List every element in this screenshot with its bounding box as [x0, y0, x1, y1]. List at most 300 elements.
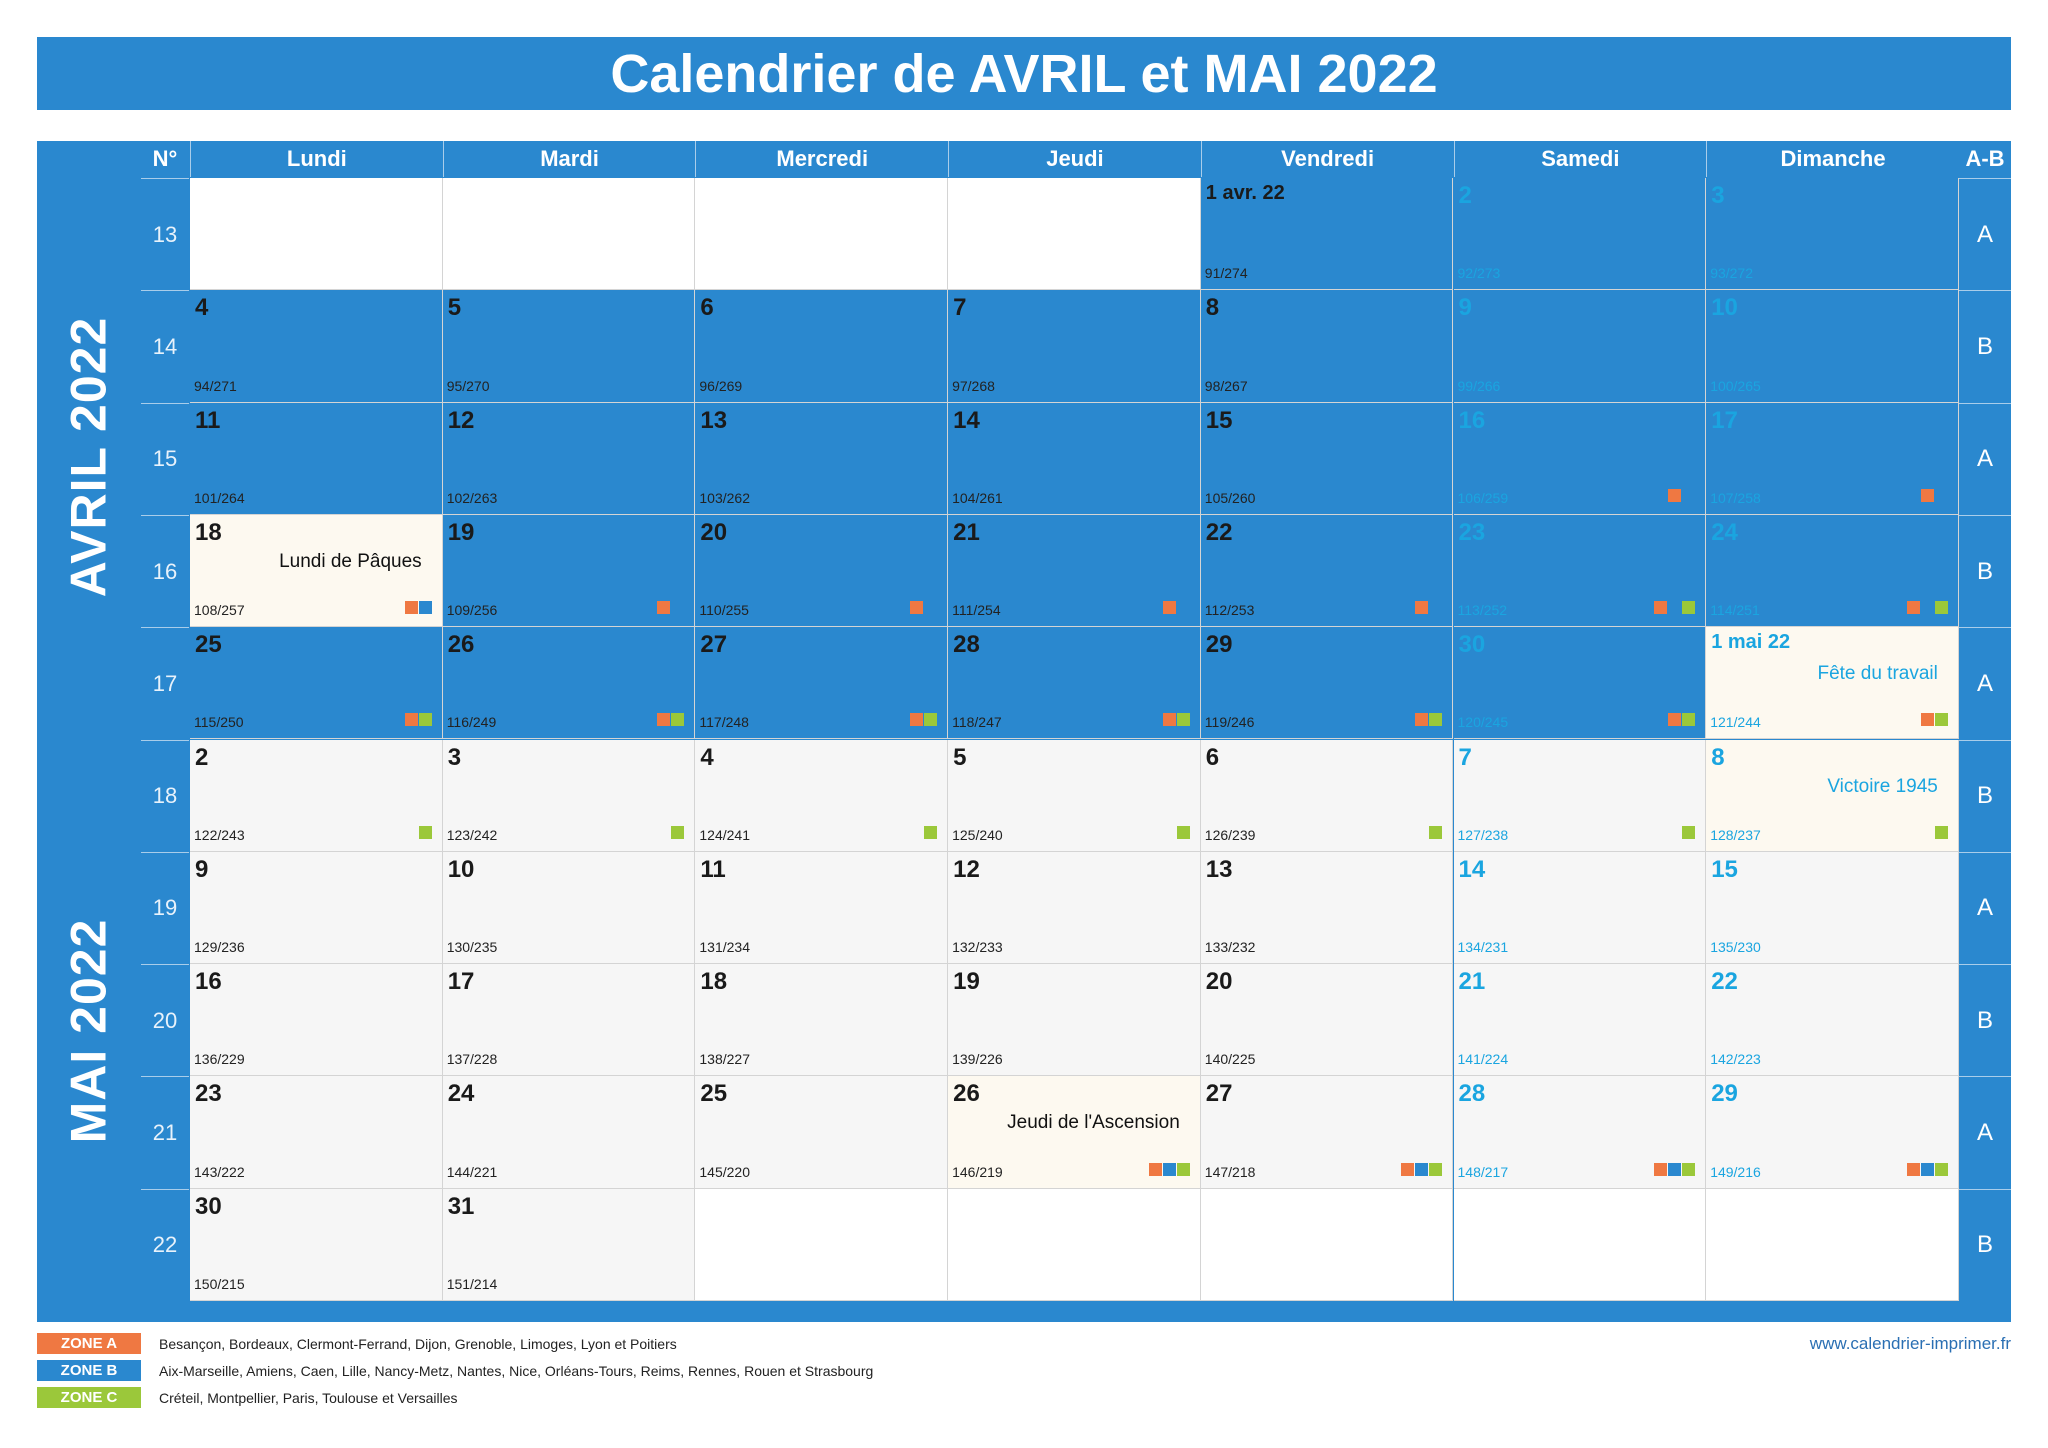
day-cell[interactable]: [1454, 403, 1707, 515]
day-cell[interactable]: [695, 290, 948, 402]
day-cell[interactable]: [443, 627, 696, 739]
day-cell[interactable]: [190, 627, 443, 739]
zone-b-marker: [1177, 489, 1190, 502]
day-of-year: 111/254: [952, 602, 1001, 619]
day-cell[interactable]: [1201, 178, 1454, 290]
day-cell[interactable]: [190, 964, 443, 1076]
day-number: 2: [195, 743, 209, 771]
day-cell[interactable]: [1201, 964, 1454, 1076]
holiday-name: Jeudi de l'Ascension: [1007, 1112, 1180, 1134]
day-of-year: 120/245: [1457, 714, 1509, 731]
ab-week-letter: A: [1959, 627, 2011, 739]
legend-row-zone-c: [37, 1387, 458, 1408]
vacation-zone-markers: [924, 489, 937, 502]
day-cell[interactable]: [1706, 740, 1959, 852]
vacation-zone-markers: [419, 826, 432, 839]
day-cell[interactable]: [948, 515, 1201, 627]
legend-row-zone-b: [37, 1360, 873, 1381]
day-cell[interactable]: [695, 627, 948, 739]
zone-b-marker: [1921, 601, 1934, 614]
zone-b-marker: [1163, 1163, 1176, 1176]
day-number: 10: [447, 855, 475, 883]
day-cell[interactable]: [443, 740, 696, 852]
zone-c-marker: [1177, 826, 1190, 839]
zone-b-marker: [1429, 489, 1442, 502]
day-number: 1 avr. 22: [1205, 182, 1285, 204]
zone-c-marker: [1429, 713, 1442, 726]
day-of-year: 92/273: [1457, 265, 1501, 282]
day-number: 29: [1711, 1080, 1738, 1108]
day-cell[interactable]: [190, 1076, 443, 1188]
zone-b-marker: [419, 489, 432, 502]
zone-a-marker: [1163, 601, 1176, 614]
day-number: 8: [1711, 743, 1725, 771]
day-of-year: 133/232: [1204, 939, 1256, 956]
week-number: 19: [141, 852, 189, 964]
zone-b-marker: [1668, 601, 1681, 614]
day-of-year: 109/256: [446, 602, 498, 619]
day-number: 2: [1458, 182, 1472, 209]
day-cell[interactable]: [190, 515, 443, 627]
day-of-year: 96/269: [699, 377, 743, 394]
zone-a-marker: [405, 601, 418, 614]
day-cell[interactable]: [1201, 627, 1454, 739]
zone-c-marker: [924, 713, 937, 726]
holiday-name: Lundi de Pâques: [279, 550, 422, 572]
day-cell[interactable]: [443, 852, 696, 964]
empty-day-cell: [695, 178, 948, 290]
day-cell[interactable]: [1201, 852, 1454, 964]
day-cell[interactable]: [1706, 964, 1959, 1076]
day-of-year: 124/241: [699, 826, 750, 843]
vacation-zone-markers: [1682, 826, 1695, 839]
zone-c-marker: [1429, 826, 1442, 839]
vacation-zone-markers: [419, 489, 432, 502]
empty-day-cell: [1454, 1189, 1707, 1301]
zone-b-marker: [1935, 377, 1948, 390]
vacation-zone-markers: [910, 601, 937, 614]
zone-chip: ZONE A: [37, 1333, 141, 1354]
day-number: 26: [447, 631, 475, 659]
day-cell[interactable]: [1454, 178, 1707, 290]
zone-chip: ZONE B: [37, 1360, 141, 1381]
zone-a-marker: [1401, 1163, 1414, 1176]
vacation-zone-markers: [1907, 601, 1948, 614]
day-of-year: 126/239: [1204, 826, 1256, 843]
zone-c-marker: [1935, 601, 1948, 614]
vacation-zone-markers: [1163, 713, 1190, 726]
day-of-year: 125/240: [952, 826, 1003, 843]
day-cell[interactable]: [443, 1076, 696, 1188]
day-cell[interactable]: [190, 740, 443, 852]
vacation-zone-markers: [1149, 1163, 1190, 1176]
day-number: 17: [1711, 406, 1738, 434]
vacation-zone-markers: [1668, 713, 1695, 726]
day-of-year: 135/230: [1710, 939, 1761, 956]
calendar-grid: [37, 141, 2011, 1322]
day-cell[interactable]: [1454, 515, 1707, 627]
day-cell[interactable]: [190, 290, 443, 402]
day-of-year: 140/225: [1204, 1051, 1256, 1068]
day-of-year: 112/253: [1204, 602, 1255, 619]
day-number: 16: [1458, 406, 1486, 434]
zone-c-marker: [1682, 826, 1695, 839]
zone-b-marker: [1682, 489, 1695, 502]
week-number: 15: [141, 403, 189, 515]
week-number: 20: [141, 964, 189, 1076]
vacation-zone-markers: [1654, 601, 1695, 614]
day-number: 29: [1205, 631, 1233, 659]
zone-a-marker: [910, 601, 923, 614]
day-number: 18: [700, 968, 728, 996]
zone-b-marker: [671, 601, 684, 614]
day-number: 7: [953, 294, 967, 322]
day-number: 30: [195, 1192, 222, 1220]
zone-c-marker: [1935, 713, 1948, 726]
day-of-year: 134/231: [1457, 939, 1509, 956]
zone-a-marker: [1415, 713, 1428, 726]
vacation-zone-markers: [657, 713, 684, 726]
zone-b-marker: [1921, 1163, 1934, 1176]
day-of-year: 151/214: [446, 1275, 498, 1292]
vacation-zone-markers: [1921, 489, 1948, 502]
day-number: 3: [447, 743, 462, 771]
ab-week-letter: B: [1959, 515, 2011, 627]
day-of-year: 129/236: [194, 939, 245, 956]
vacation-zone-markers: [1935, 377, 1948, 390]
day-of-year: 115/250: [194, 714, 244, 731]
day-of-year: 102/263: [446, 489, 498, 506]
day-cell[interactable]: [1454, 852, 1707, 964]
day-cell[interactable]: [948, 852, 1201, 964]
day-number: 17: [447, 968, 475, 996]
day-cell[interactable]: [190, 403, 443, 515]
day-of-year: 117/248: [699, 714, 749, 731]
day-header-2: Mercredi: [695, 141, 948, 177]
day-cell[interactable]: [1201, 740, 1454, 852]
empty-day-cell: [948, 1189, 1201, 1301]
day-number: 5: [953, 743, 967, 771]
zone-a-marker: [405, 713, 418, 726]
day-header-0: Lundi: [190, 141, 443, 177]
day-of-year: 136/229: [194, 1051, 245, 1068]
day-of-year: 101/264: [194, 489, 245, 506]
zone-a-marker: [1654, 601, 1667, 614]
day-cell[interactable]: [1454, 290, 1707, 402]
day-of-year: 114/251: [1710, 602, 1760, 619]
day-number: 3: [1711, 182, 1725, 209]
week-number: 22: [141, 1189, 189, 1301]
week-number: 17: [141, 627, 189, 739]
day-cell[interactable]: [695, 852, 948, 964]
day-number: 25: [700, 1080, 728, 1108]
day-of-year: 104/261: [952, 489, 1003, 506]
zone-c-marker: [1682, 713, 1695, 726]
month-label-may: MAI 2022: [60, 918, 116, 1144]
vacation-zone-markers: [1429, 826, 1442, 839]
day-of-year: 137/228: [446, 1051, 498, 1068]
day-of-year: 143/222: [194, 1163, 245, 1180]
day-cell[interactable]: [1454, 740, 1707, 852]
day-of-year: 147/218: [1204, 1163, 1256, 1180]
zone-b-marker: [924, 601, 937, 614]
day-number: 25: [195, 631, 222, 659]
zone-c-marker: [1177, 1163, 1190, 1176]
day-number: 11: [195, 406, 221, 434]
zone-b-marker: [1415, 1163, 1428, 1176]
day-of-year: 122/243: [194, 826, 245, 843]
day-cell[interactable]: [443, 964, 696, 1076]
day-cell[interactable]: [695, 1076, 948, 1188]
day-of-year: 116/249: [446, 714, 497, 731]
website-link[interactable]: www.calendrier-imprimer.fr: [1809, 1334, 2011, 1353]
day-number: 9: [1458, 294, 1472, 322]
day-number: 21: [953, 518, 980, 546]
empty-day-cell: [190, 178, 443, 290]
day-number: 31: [447, 1192, 475, 1220]
week-number: 13: [141, 178, 189, 290]
day-of-year: 93/272: [1710, 265, 1754, 282]
vacation-zone-markers: [1921, 713, 1948, 726]
ab-header: A-B: [1965, 146, 2005, 171]
day-of-year: 127/238: [1457, 826, 1509, 843]
zone-chip: ZONE C: [37, 1387, 141, 1408]
zone-cities: Besançon, Bordeaux, Clermont-Ferrand, Dijon, Grenoble, Limoges, Lyon et Poitiers: [159, 1335, 677, 1352]
day-number: 19: [447, 518, 475, 546]
zone-a-marker: [657, 601, 670, 614]
day-header-6: Dimanche: [1706, 141, 1959, 177]
zone-a-marker: [1907, 601, 1920, 614]
day-number: 13: [700, 406, 728, 434]
holiday-name: Victoire 1945: [1827, 775, 1938, 797]
day-cell[interactable]: [1706, 627, 1959, 739]
day-number: 5: [447, 294, 462, 322]
vacation-zone-markers: [1177, 826, 1190, 839]
day-number: 24: [1711, 518, 1738, 546]
day-cell[interactable]: [1706, 515, 1959, 627]
vacation-zone-markers: [1668, 489, 1695, 502]
zone-c-marker: [671, 713, 684, 726]
day-of-year: 148/217: [1457, 1163, 1509, 1180]
day-number: 19: [953, 968, 980, 996]
day-cell[interactable]: [1706, 403, 1959, 515]
day-number: 20: [1205, 968, 1233, 996]
day-header-4: Vendredi: [1201, 141, 1454, 177]
zone-b-marker: [1177, 601, 1190, 614]
day-of-year: 132/233: [952, 939, 1003, 956]
day-number: 14: [953, 406, 980, 434]
zone-a-marker: [1907, 1163, 1920, 1176]
zone-c-marker: [671, 826, 684, 839]
empty-day-cell: [948, 178, 1201, 290]
day-number: 1 mai 22: [1711, 631, 1791, 654]
vacation-zone-markers: [405, 601, 432, 614]
zone-c-marker: [1682, 1163, 1695, 1176]
day-number: 20: [700, 518, 728, 546]
day-number: 4: [700, 743, 714, 771]
month-label-april: AVRIL 2022: [60, 316, 117, 598]
day-number: 28: [953, 631, 980, 659]
empty-day-cell: [1706, 1189, 1959, 1301]
day-number: 13: [1205, 855, 1233, 883]
day-number: 27: [700, 631, 728, 659]
day-cell[interactable]: [695, 403, 948, 515]
vacation-zone-markers: [1415, 601, 1442, 614]
zone-c-marker: [1177, 713, 1190, 726]
day-cell[interactable]: [948, 740, 1201, 852]
day-number: 9: [195, 855, 209, 883]
vacation-zone-markers: [1177, 489, 1190, 502]
day-of-year: 113/252: [1457, 602, 1508, 619]
zone-b-marker: [419, 601, 432, 614]
day-cell[interactable]: [190, 1189, 443, 1301]
zone-c-marker: [1935, 1163, 1948, 1176]
day-number: 21: [1458, 968, 1486, 996]
zone-a-marker: [1668, 713, 1681, 726]
zone-a-marker: [1668, 489, 1681, 502]
day-of-year: 138/227: [699, 1051, 750, 1068]
zone-a-marker: [657, 713, 670, 726]
day-number: 15: [1205, 406, 1233, 434]
vacation-zone-markers: [1429, 489, 1442, 502]
day-number: 23: [1458, 518, 1486, 546]
empty-day-cell: [1201, 1189, 1454, 1301]
ab-week-letter: A: [1959, 403, 2011, 515]
zone-c-marker: [1935, 826, 1948, 839]
zone-c-marker: [1429, 1163, 1442, 1176]
zone-b-marker: [924, 489, 937, 502]
zone-cities: Créteil, Montpellier, Paris, Toulouse et Versailles: [159, 1389, 458, 1406]
day-cell[interactable]: [948, 290, 1201, 402]
vacation-zone-markers: [671, 826, 684, 839]
day-cell[interactable]: [948, 403, 1201, 515]
empty-day-cell: [443, 178, 696, 290]
week-number: 18: [141, 740, 189, 852]
ab-week-letter: B: [1959, 290, 2011, 402]
day-number: 30: [1458, 631, 1486, 659]
day-of-year: 145/220: [699, 1163, 750, 1180]
day-of-year: 110/255: [699, 602, 749, 619]
day-cell[interactable]: [695, 740, 948, 852]
zone-c-marker: [419, 713, 432, 726]
day-number: 22: [1205, 518, 1233, 546]
ab-week-letter: A: [1959, 178, 2011, 290]
day-of-year: 139/226: [952, 1051, 1003, 1068]
day-cell[interactable]: [948, 964, 1201, 1076]
zone-b-marker: [1935, 489, 1948, 502]
week-number: 16: [141, 515, 189, 627]
day-cell[interactable]: [443, 403, 696, 515]
day-number: 15: [1711, 855, 1738, 883]
day-cell[interactable]: [1706, 1076, 1959, 1188]
day-of-year: 91/274: [1204, 265, 1248, 282]
zone-cities: Aix-Marseille, Amiens, Caen, Lille, Nancy-Metz, Nantes, Nice, Orléans-Tours, Reims, Rennes, Rouen et Strasbourg: [159, 1362, 874, 1379]
zone-b-marker: [1668, 1163, 1681, 1176]
day-cell[interactable]: [1706, 852, 1959, 964]
day-cell[interactable]: [1706, 178, 1959, 290]
day-cell[interactable]: [1201, 290, 1454, 402]
vacation-zone-markers: [405, 713, 432, 726]
day-of-year: 144/221: [446, 1163, 498, 1180]
zone-a-marker: [1163, 713, 1176, 726]
day-of-year: 105/260: [1204, 489, 1256, 506]
zone-b-marker: [1682, 377, 1695, 390]
day-of-year: 99/266: [1457, 377, 1501, 394]
zone-a-marker: [1921, 489, 1934, 502]
day-cell[interactable]: [1201, 403, 1454, 515]
day-number: 6: [1205, 743, 1220, 771]
day-header-3: Jeudi: [948, 141, 1201, 177]
day-cell[interactable]: [1454, 964, 1707, 1076]
vacation-zone-markers: [1401, 1163, 1442, 1176]
zone-b-marker: [671, 489, 684, 502]
day-cell[interactable]: [190, 852, 443, 964]
vacation-zone-markers: [1163, 601, 1190, 614]
day-cell[interactable]: [1454, 627, 1707, 739]
day-of-year: 146/219: [952, 1163, 1003, 1180]
vacation-zone-markers: [1654, 1163, 1695, 1176]
vacation-zone-markers: [671, 489, 684, 502]
day-number: 26: [953, 1080, 980, 1108]
ab-week-letter: B: [1959, 1189, 2011, 1301]
day-of-year: 100/265: [1710, 377, 1761, 394]
day-of-year: 121/244: [1710, 714, 1761, 731]
vacation-zone-markers: [924, 826, 937, 839]
day-cell[interactable]: [1201, 1076, 1454, 1188]
day-number: 4: [195, 294, 209, 322]
day-of-year: 108/257: [194, 602, 245, 619]
day-of-year: 118/247: [952, 714, 1002, 731]
week-number: 14: [141, 290, 189, 402]
day-cell[interactable]: [443, 290, 696, 402]
day-cell[interactable]: [443, 1189, 696, 1301]
day-of-year: 94/271: [194, 377, 237, 394]
vacation-zone-markers: [1907, 1163, 1948, 1176]
day-cell[interactable]: [443, 515, 696, 627]
day-of-year: 95/270: [446, 377, 490, 394]
day-cell[interactable]: [695, 964, 948, 1076]
holiday-name: Fête du travail: [1817, 663, 1938, 685]
ab-week-letter: A: [1959, 1076, 2011, 1188]
day-cell[interactable]: [1454, 1076, 1707, 1188]
day-of-year: 119/246: [1204, 714, 1255, 731]
day-of-year: 131/234: [699, 939, 750, 956]
day-number: 18: [195, 518, 222, 546]
vacation-zone-markers: [657, 601, 684, 614]
day-cell[interactable]: [695, 515, 948, 627]
day-cell[interactable]: [1201, 515, 1454, 627]
ab-week-letter: B: [1959, 964, 2011, 1076]
zone-a-marker: [1149, 1163, 1162, 1176]
vacation-zone-markers: [1682, 377, 1695, 390]
day-number: 28: [1458, 1080, 1486, 1108]
day-of-year: 149/216: [1710, 1163, 1761, 1180]
day-cell[interactable]: [948, 1076, 1201, 1188]
day-number: 23: [195, 1080, 222, 1108]
day-cell[interactable]: [948, 627, 1201, 739]
day-of-year: 142/223: [1710, 1051, 1761, 1068]
day-number: 6: [700, 294, 714, 322]
calendar-title: Calendrier de AVRIL et MAI 2022: [37, 37, 2011, 110]
zone-a-marker: [1654, 1163, 1667, 1176]
day-of-year: 98/267: [1204, 377, 1248, 394]
day-of-year: 97/268: [952, 377, 995, 394]
day-of-year: 107/258: [1710, 489, 1761, 506]
zone-a-marker: [910, 713, 923, 726]
day-cell[interactable]: [1706, 290, 1959, 402]
zone-a-marker: [1921, 713, 1934, 726]
day-header-5: Samedi: [1454, 141, 1707, 177]
